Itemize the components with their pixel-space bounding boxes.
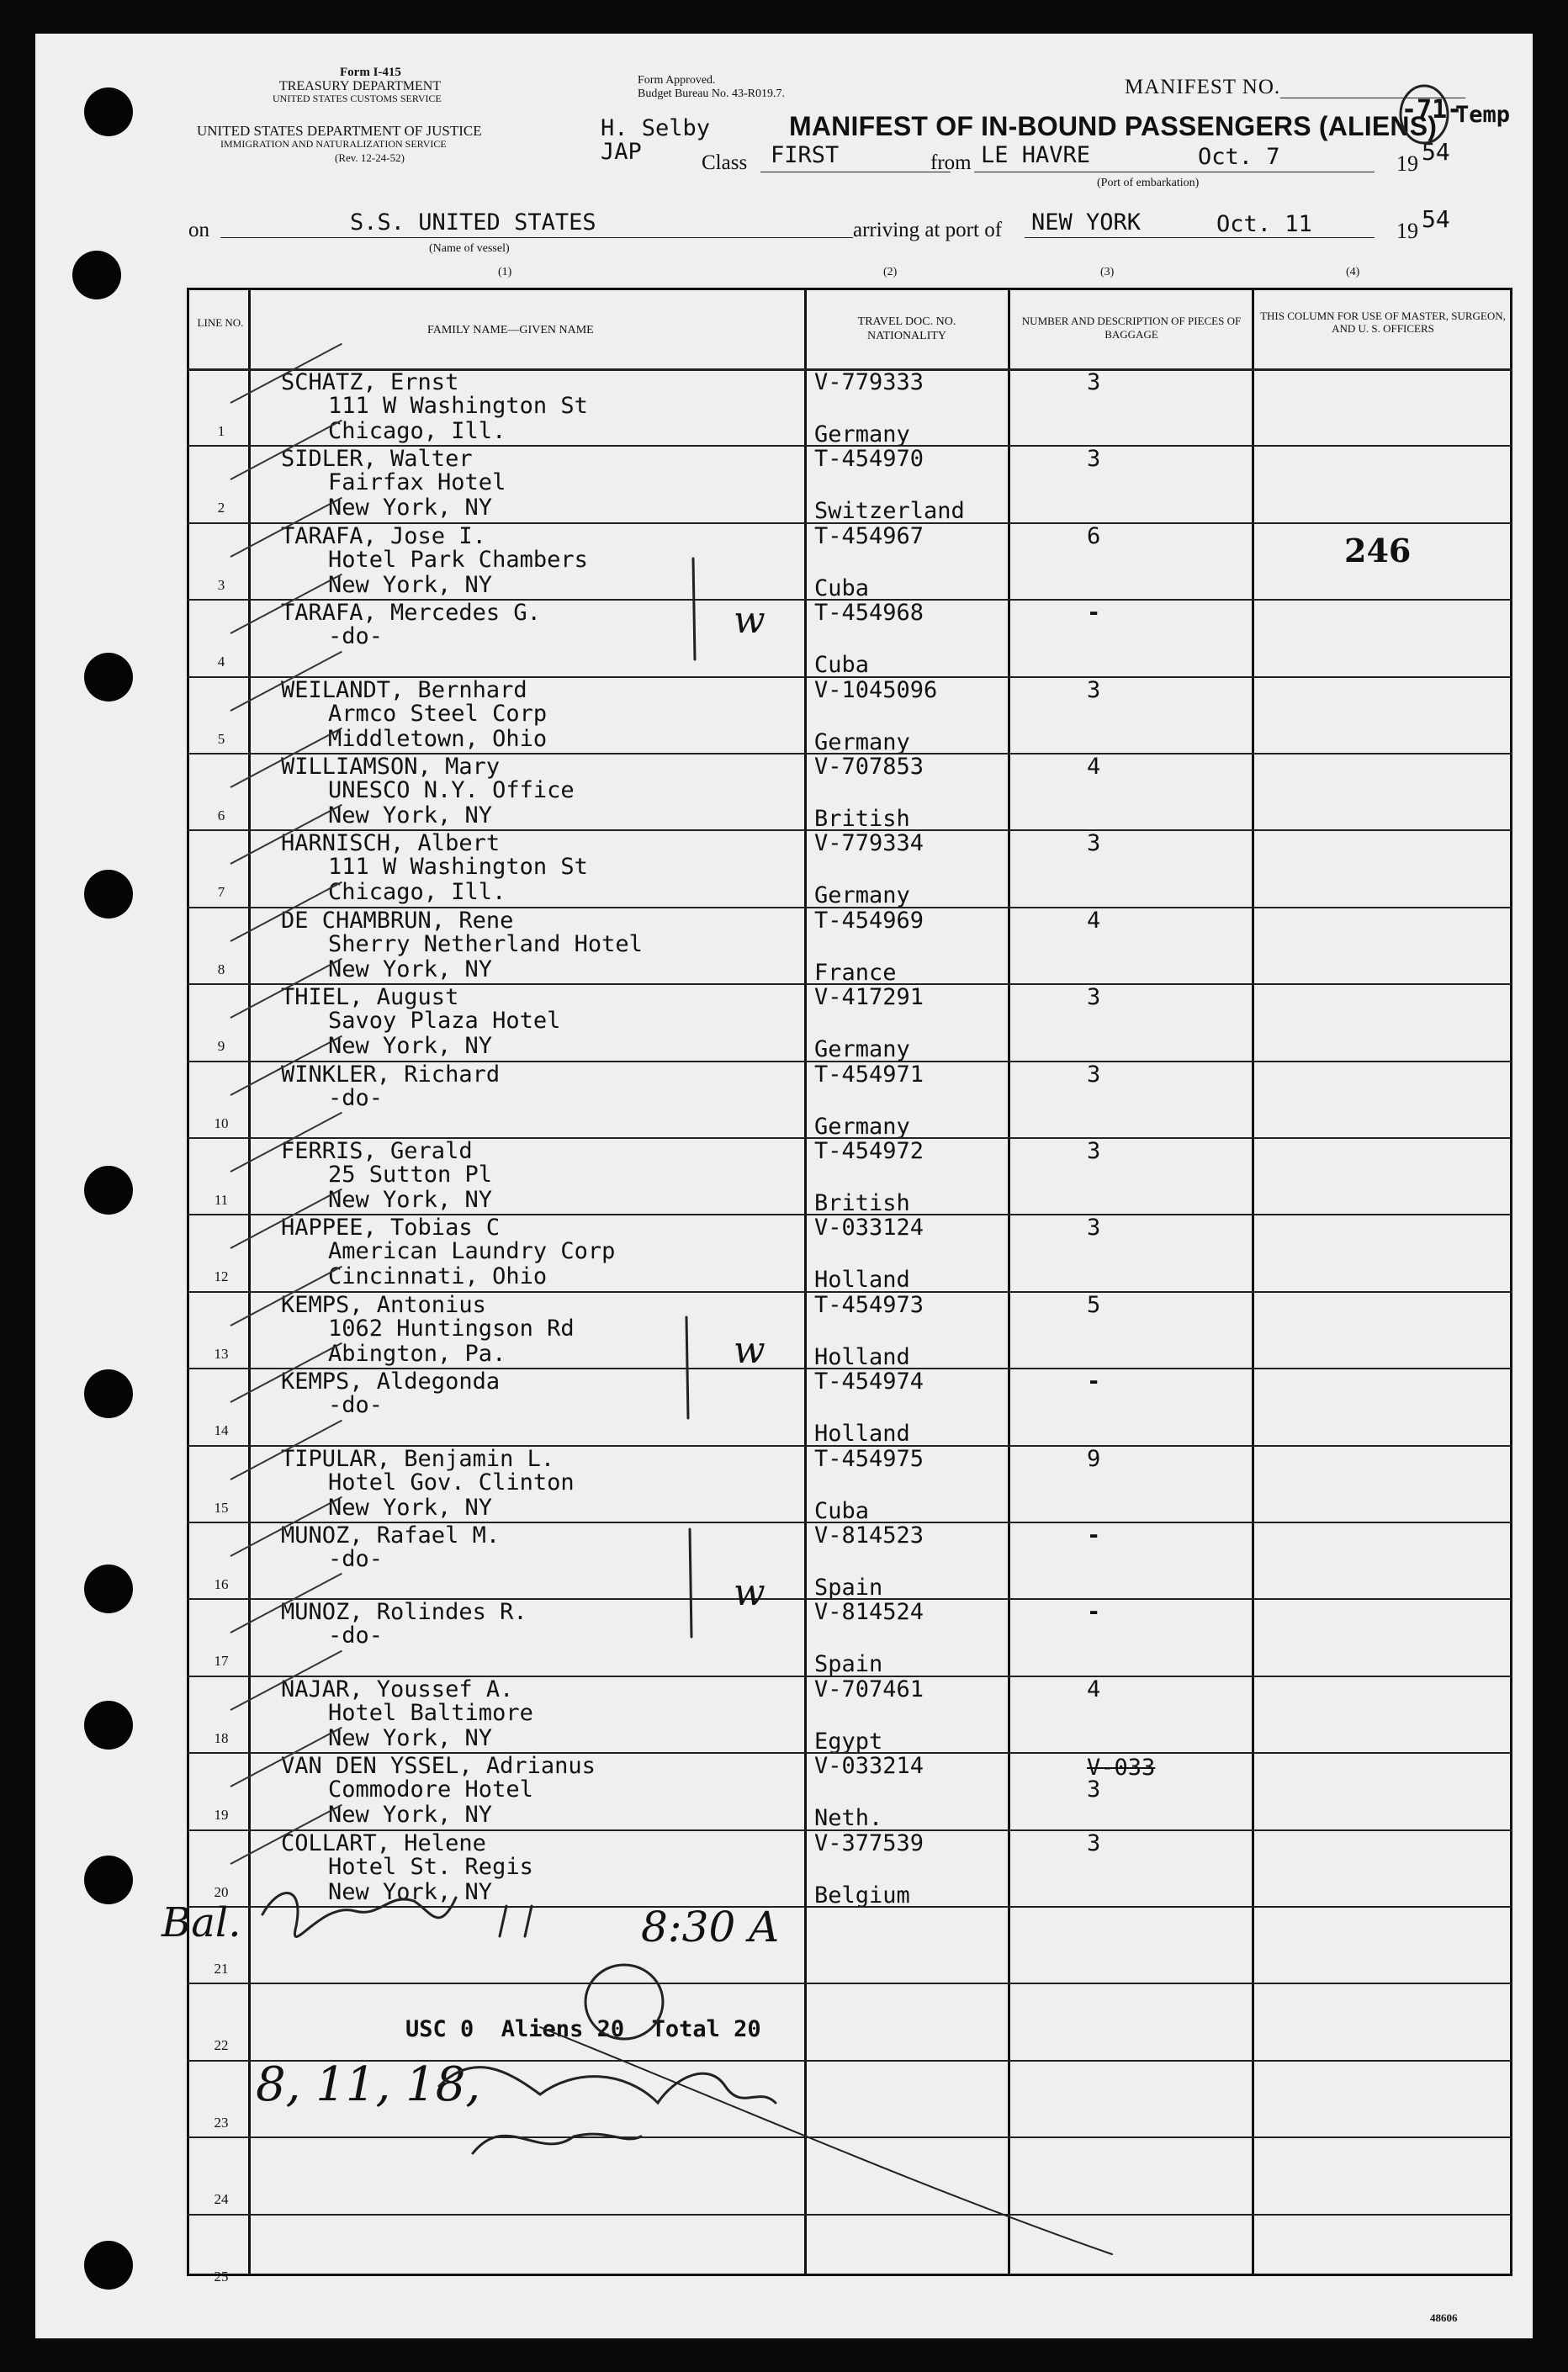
passenger-address-2: New York, NY — [328, 802, 493, 829]
treasury-dept: TREASURY DEPARTMENT — [279, 79, 442, 93]
arrival-year-suffix: 54 — [1422, 205, 1450, 233]
line-number: 10 — [214, 1115, 229, 1131]
col-num-1: (1) — [498, 266, 512, 278]
passenger-address-1: 111 W Washington St — [328, 393, 588, 419]
totals-line: USC 0 Aliens 20 Total 20 — [405, 2016, 761, 2042]
handwritten-w-1: w — [734, 599, 765, 642]
baggage-count: - — [1087, 1599, 1101, 1626]
arrival-date: Oct. 11 — [1216, 211, 1312, 237]
travel-doc-number: V-033214 — [814, 1753, 924, 1780]
header-name: FAMILY NAME—GIVEN NAME — [427, 324, 594, 336]
sheet-circle — [1401, 86, 1448, 143]
nationality: Germany — [814, 1113, 910, 1140]
class-label: Class — [702, 151, 748, 174]
handwritten-w-2: w — [734, 1329, 765, 1372]
typed-jap: JAP — [601, 139, 642, 165]
passenger-address-1: -do- — [328, 623, 384, 650]
travel-doc-number: T-454970 — [814, 446, 924, 473]
baggage-count: 4 — [1087, 1676, 1101, 1702]
form-approved: Form Approved. — [638, 74, 716, 87]
line-number: 23 — [214, 2114, 229, 2131]
line-number: 7 — [217, 884, 225, 901]
line-number: 5 — [217, 730, 225, 747]
line-number: 2 — [217, 500, 225, 516]
baggage-count: 5 — [1087, 1291, 1101, 1318]
nationality: Holland — [814, 1421, 910, 1448]
circle-mark — [585, 1965, 663, 2039]
passenger-name: HARNISCH, Albert — [281, 830, 501, 857]
handwritten-w-3: w — [734, 1571, 765, 1614]
passenger-name: NAJAR, Youssef A. — [281, 1676, 514, 1702]
nationality: British — [814, 806, 910, 832]
passenger-address-1: Commodore Hotel — [328, 1776, 533, 1803]
baggage-count: 4 — [1087, 907, 1101, 934]
passenger-address-1: Sherry Netherland Hotel — [328, 930, 643, 957]
nationality: Egypt — [814, 1728, 883, 1755]
passenger-name: KEMPS, Antonius — [281, 1291, 486, 1318]
passenger-address-2: New York, NY — [328, 495, 493, 522]
punch-hole — [84, 1701, 133, 1750]
passenger-address-2: New York, NY — [328, 1494, 493, 1521]
travel-doc-number: V-779334 — [814, 830, 924, 857]
vessel-name: S.S. UNITED STATES — [350, 209, 596, 236]
passenger-name: WEILANDT, Bernhard — [281, 676, 527, 703]
header-line-no-text: LINE NO. — [197, 316, 244, 329]
line-number: 12 — [214, 1268, 229, 1285]
col-num-3: (3) — [1100, 266, 1115, 278]
line-number: 6 — [217, 807, 225, 823]
baggage-count: 3 — [1087, 676, 1101, 703]
travel-doc-number: T-454975 — [814, 1445, 924, 1472]
travel-doc-number: T-454969 — [814, 907, 924, 934]
arrival-year-prefix: 19 — [1396, 219, 1418, 243]
signature-ejepley — [262, 1893, 532, 1937]
passenger-address-1: -do- — [328, 1392, 384, 1419]
passenger-address-1: 1062 Huntingson Rd — [328, 1315, 575, 1342]
line-number: 1 — [217, 423, 225, 439]
passenger-name: KEMPS, Aldegonda — [281, 1369, 501, 1395]
nationality: Neth. — [814, 1805, 883, 1832]
nationality: Holland — [814, 1267, 910, 1294]
baggage-count: 3 — [1087, 1215, 1101, 1242]
handwritten-marks — [35, 34, 1533, 2338]
footer-code: 48606 — [1430, 2311, 1458, 2324]
travel-doc-number: V-707461 — [814, 1676, 924, 1702]
passenger-address-1: -do- — [328, 1084, 384, 1111]
travel-doc-number: T-454971 — [814, 1061, 924, 1088]
passenger-address-1: Hotel Park Chambers — [328, 546, 588, 573]
baggage-count: 3 — [1087, 830, 1101, 857]
line-number: 16 — [214, 1576, 229, 1592]
punch-hole — [84, 1565, 133, 1613]
travel-doc-number: T-454968 — [814, 600, 924, 627]
handwritten-time: 8:30 A — [641, 1903, 780, 1951]
line-number: 21 — [214, 1961, 229, 1977]
from-label: from — [930, 151, 972, 174]
nationality: Germany — [814, 882, 910, 909]
passenger-address-2: Chicago, Ill. — [328, 418, 506, 444]
punch-hole — [84, 1166, 133, 1215]
passenger-name: HAPPEE, Tobias C — [281, 1215, 501, 1242]
passenger-address-2: New York, NY — [328, 1724, 493, 1751]
travel-doc-number: V-814523 — [814, 1522, 924, 1549]
baggage-count: 3 — [1087, 1829, 1101, 1856]
travel-doc-number: V-033124 — [814, 1215, 924, 1242]
punch-hole — [84, 1369, 133, 1418]
embark-year-prefix: 19 — [1396, 151, 1418, 176]
travel-doc-number: V-1045096 — [814, 676, 938, 703]
passenger-name: TARAFA, Jose I. — [281, 522, 486, 549]
baggage-count: 9 — [1087, 1445, 1101, 1472]
nationality: Belgium — [814, 1882, 910, 1909]
travel-doc-number: T-454974 — [814, 1369, 924, 1395]
nationality: Holland — [814, 1343, 910, 1370]
line-number: 3 — [217, 576, 225, 593]
punch-hole — [84, 2241, 133, 2290]
header-baggage-text: NUMBER AND DESCRIPTION OF PIECES OF BAGGAGE — [1021, 315, 1242, 341]
passenger-name: TIPULAR, Benjamin L. — [281, 1445, 555, 1472]
immigration-service: IMMIGRATION AND NATURALIZATION SERVICE — [220, 138, 447, 150]
vessel-caption: (Name of vessel) — [429, 242, 510, 255]
nationality: Cuba — [814, 574, 870, 601]
punch-hole — [84, 870, 133, 919]
passenger-name: VAN DEN YSSEL, Adrianus — [281, 1753, 596, 1780]
passenger-address-1: Armco Steel Corp — [328, 700, 548, 727]
col-num-4: (4) — [1346, 266, 1360, 278]
punch-hole — [84, 87, 133, 136]
baggage-count: 3 — [1087, 1776, 1101, 1803]
line-number: 18 — [214, 1729, 229, 1746]
passenger-address-2: Middletown, Ohio — [328, 725, 548, 752]
travel-doc-number: V-779333 — [814, 369, 924, 395]
arrival-port: NEW YORK — [1031, 209, 1142, 236]
passenger-address-2: New York, NY — [328, 1802, 493, 1829]
nationality: Spain — [814, 1575, 883, 1601]
bracket-mark-3 — [690, 1529, 691, 1637]
line-number: 11 — [214, 1192, 229, 1208]
nationality: Germany — [814, 421, 910, 447]
header-officers-text: THIS COLUMN FOR USE OF MASTER, SURGEON, AND U. S. OFFICERS — [1260, 310, 1506, 335]
passenger-address-1: American Laundry Corp — [328, 1238, 616, 1265]
bracket-mark-1 — [693, 559, 695, 659]
handwritten-bal: Bal. — [162, 1899, 241, 1946]
temp-label: Temp — [1455, 102, 1511, 128]
line-number: 14 — [214, 1422, 229, 1439]
travel-doc-number: T-454973 — [814, 1291, 924, 1318]
passenger-name: WINKLER, Richard — [281, 1061, 501, 1088]
passenger-address-1: 111 W Washington St — [328, 854, 588, 881]
nationality: Cuba — [814, 652, 870, 679]
passenger-address-1: -do- — [328, 1623, 384, 1649]
baggage-count: 3 — [1087, 984, 1101, 1011]
customs-service: UNITED STATES CUSTOMS SERVICE — [273, 93, 442, 104]
line-number: 19 — [214, 1807, 229, 1824]
passenger-address-1: Hotel Gov. Clinton — [328, 1469, 575, 1496]
nationality: Germany — [814, 1036, 910, 1063]
baggage-count: - — [1087, 600, 1101, 627]
baggage-count: 3 — [1087, 1061, 1101, 1088]
passenger-address-1: Hotel Baltimore — [328, 1699, 533, 1726]
nationality: Cuba — [814, 1497, 870, 1524]
header-travel-text: TRAVEL DOC. NO. NATIONALITY — [857, 315, 956, 342]
manifest-page — [35, 34, 1533, 2338]
travel-doc-number: T-454967 — [814, 522, 924, 549]
signature-inspector — [439, 2068, 776, 2153]
nationality: Spain — [814, 1651, 883, 1678]
line-number: 9 — [217, 1038, 225, 1055]
punch-hole — [84, 653, 133, 702]
passenger-address-2: Chicago, Ill. — [328, 879, 506, 906]
baggage-count: 3 — [1087, 369, 1101, 395]
baggage-count: 4 — [1087, 754, 1101, 780]
passenger-address-1: Savoy Plaza Hotel — [328, 1008, 561, 1035]
line-number: 24 — [214, 2191, 229, 2208]
officer-note: 246 — [1344, 532, 1412, 569]
passenger-address-2: Cincinnati, Ohio — [328, 1263, 548, 1290]
line-number: 17 — [214, 1653, 229, 1670]
form-number: Form I-415 — [340, 66, 401, 79]
typed-selby: H. Selby — [601, 115, 711, 141]
manifest-title: MANIFEST OF IN-BOUND PASSENGERS (ALIENS) — [789, 111, 1438, 141]
passenger-name: MUNOZ, Rafael M. — [281, 1522, 501, 1549]
punch-hole — [72, 251, 121, 299]
passenger-name: FERRIS, Gerald — [281, 1138, 473, 1164]
nationality: Switzerland — [814, 498, 965, 525]
passenger-name: DE CHAMBRUN, Rene — [281, 907, 514, 934]
class-value: FIRST — [771, 142, 840, 168]
passenger-address-1: UNESCO N.Y. Office — [328, 777, 575, 803]
passenger-name: TARAFA, Mercedes G. — [281, 600, 541, 627]
manifest-no-label: MANIFEST NO. — [1125, 76, 1281, 98]
passenger-name: WILLIAMSON, Mary — [281, 754, 501, 780]
port-embark-caption: (Port of embarkation) — [1097, 177, 1200, 189]
passenger-address-2: New York, NY — [328, 1033, 493, 1060]
passenger-address-2: New York, NY — [328, 1878, 493, 1905]
diagonal-strike — [540, 2027, 1112, 2254]
line-number: 8 — [217, 961, 225, 977]
baggage-struck: V-033 — [1087, 1755, 1156, 1782]
handwritten-date-code: 8, 11, 18, — [256, 2057, 481, 2112]
passenger-address-2: New York, NY — [328, 1187, 493, 1213]
baggage-count: 3 — [1087, 1138, 1101, 1164]
line-number: 4 — [217, 654, 225, 670]
punch-hole — [84, 1856, 133, 1904]
travel-doc-number: V-707853 — [814, 754, 924, 780]
on-label: on — [188, 219, 209, 241]
line-number: 22 — [214, 2037, 229, 2054]
sheet-number: -71- — [1401, 95, 1463, 124]
nationality: France — [814, 959, 897, 986]
passenger-name: THIEL, August — [281, 984, 459, 1011]
passenger-address-2: New York, NY — [328, 571, 493, 598]
passenger-address-2: New York, NY — [328, 956, 493, 982]
arriving-label: arriving at port of — [853, 219, 1003, 241]
passenger-name: SCHATZ, Ernst — [281, 369, 459, 395]
col-num-2: (2) — [883, 266, 898, 278]
passenger-address-1: 25 Sutton Pl — [328, 1162, 493, 1188]
nationality: British — [814, 1190, 910, 1216]
line-number: 20 — [214, 1883, 229, 1900]
passenger-name: SIDLER, Walter — [281, 446, 473, 473]
passenger-name: MUNOZ, Rolindes R. — [281, 1599, 527, 1626]
passenger-address-2: Abington, Pa. — [328, 1340, 506, 1367]
nationality: Germany — [814, 728, 910, 755]
baggage-count: - — [1087, 1369, 1101, 1395]
justice-dept: UNITED STATES DEPARTMENT OF JUSTICE — [197, 123, 482, 139]
passenger-name: COLLART, Helene — [281, 1829, 486, 1856]
embark-year-suffix: 54 — [1422, 138, 1450, 166]
travel-doc-number: V-417291 — [814, 984, 924, 1011]
passenger-address-1: -do- — [328, 1546, 384, 1572]
baggage-count: 3 — [1087, 446, 1101, 473]
passenger-address-1: Hotel St. Regis — [328, 1853, 533, 1880]
embarkation-date: Oct. 7 — [1198, 144, 1280, 170]
baggage-count: 6 — [1087, 522, 1101, 549]
line-number: 25 — [214, 2268, 229, 2285]
line-number: 13 — [214, 1345, 229, 1362]
budget-bureau: Budget Bureau No. 43-R019.7. — [638, 87, 785, 100]
travel-doc-number: T-454972 — [814, 1138, 924, 1164]
travel-doc-number: V-377539 — [814, 1829, 924, 1856]
port-of-embarkation: LE HAVRE — [981, 142, 1091, 168]
travel-doc-number: V-814524 — [814, 1599, 924, 1626]
revision: (Rev. 12-24-52) — [335, 151, 405, 164]
baggage-count: - — [1087, 1522, 1101, 1549]
bracket-mark-2 — [686, 1317, 688, 1418]
passenger-address-1: Fairfax Hotel — [328, 469, 506, 496]
line-number: 15 — [214, 1499, 229, 1516]
